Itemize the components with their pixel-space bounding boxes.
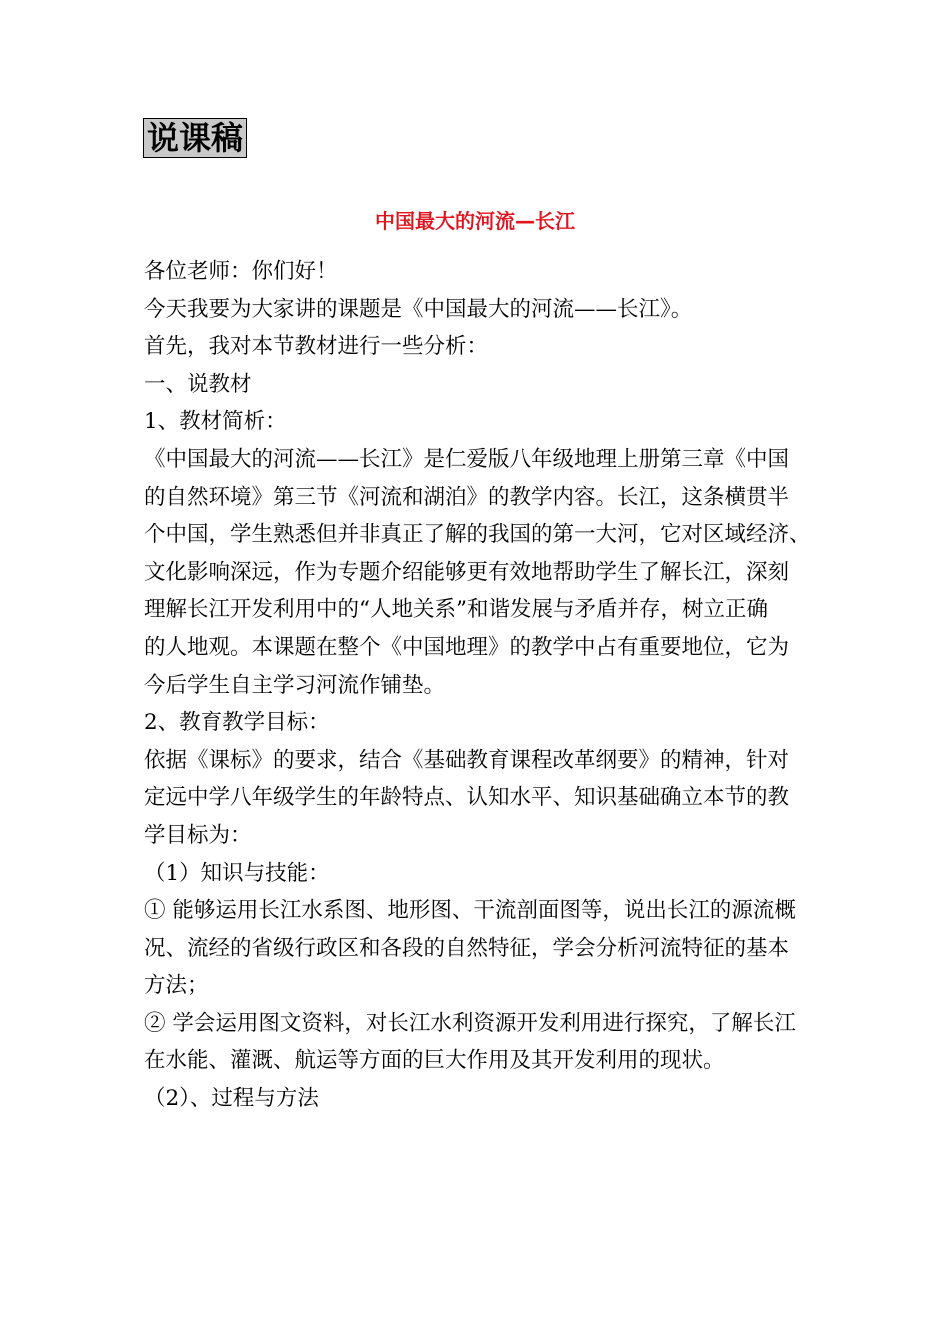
body-line: （2）、过程与方法 — [144, 1086, 319, 1112]
body-line: 在水能、灌溉、航运等方面的巨大作用及其开发利用的现状。 — [144, 1048, 725, 1074]
body-line: 1、教材简析： — [144, 409, 287, 435]
body-line: ② 学会运用图文资料，对长江水利资源开发利用进行探究，了解长江 — [144, 1010, 796, 1036]
body-line: 定远中学八年级学生的年龄特点、认知水平、知识基础确立本节的教 — [144, 785, 790, 811]
document-title: 中国最大的河流—长江 — [375, 209, 575, 233]
body-line: 个中国，学生熟悉但并非真正了解的我国的第一大河，它对区域经济、 — [144, 522, 811, 548]
body-line: 各位老师：你们好！ — [144, 259, 338, 284]
body-line: 方法； — [144, 973, 209, 999]
body-line: 《中国最大的河流——长江》是仁爱版八年级地理上册第三章《中国 — [144, 446, 790, 472]
body-line: 一、说教材 — [144, 371, 252, 397]
body-line: 依据《课标》的要求，结合《基础教育课程改革纲要》的精神，针对 — [144, 747, 790, 773]
body-line: 的自然环境》第三节《河流和湖泊》的教学内容。长江，这条横贯半 — [144, 484, 790, 510]
body-line: 今天我要为大家讲的课题是《中国最大的河流——长江》。 — [144, 296, 693, 322]
body-line: 的人地观。本课题在整个《中国地理》的教学中占有重要地位，它为 — [144, 634, 790, 660]
body-line: ① 能够运用长江水系图、地形图、干流剖面图等，说出长江的源流概 — [144, 898, 796, 924]
body-line: 况、流经的省级行政区和各段的自然特征，学会分析河流特征的基本 — [144, 935, 790, 961]
body-line: 2、教育教学目标： — [144, 710, 330, 736]
body-line: 文化影响深远，作为专题介绍能够更有效地帮助学生了解长江，深刻 — [144, 559, 790, 585]
body-line: 理解长江开发利用中的“人地关系”和谐发展与矛盾并存，树立正确 — [144, 597, 768, 623]
body-line: （1）知识与技能： — [144, 860, 330, 886]
body-line: 学目标为： — [144, 822, 252, 848]
document-type-label: 说课稿 — [143, 118, 247, 158]
body-line: 今后学生自主学习河流作铺垫。 — [144, 672, 446, 698]
document-body — [144, 253, 844, 1118]
body-line: 首先，我对本节教材进行一些分析： — [144, 334, 489, 360]
